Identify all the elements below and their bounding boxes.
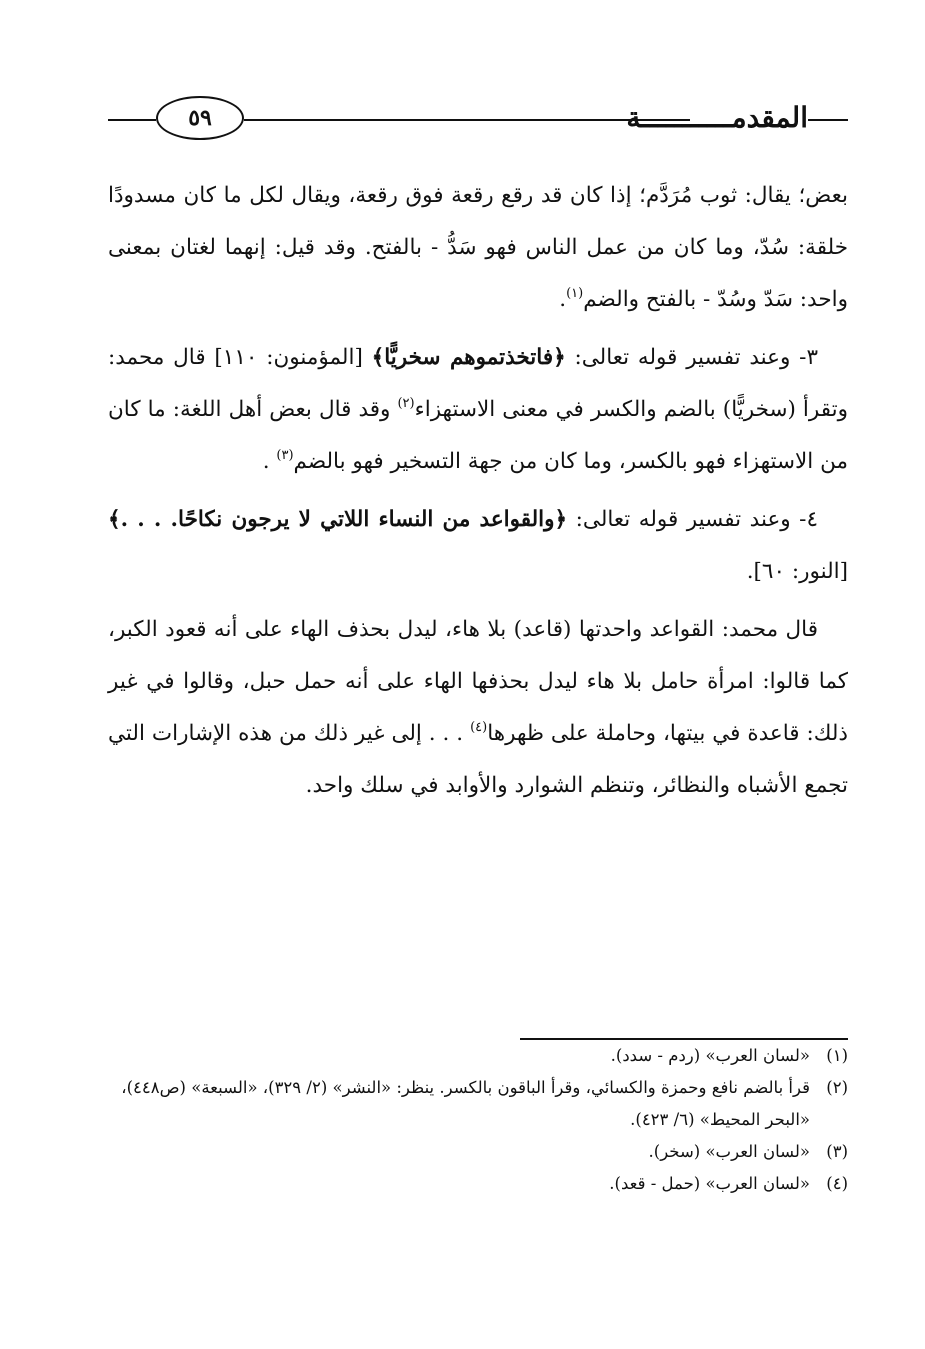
running-header [108,92,848,148]
paragraph-3 [108,494,848,598]
footnote-item [108,1072,848,1136]
paragraph-4-text-a: قال محمد: القواعد واحدتها (قاعد) بلا هاء، ليدل بحذف الهاء على أنه قعود الكبر، كما قالوا: امرأة حامل بلا هاء ليدل بحذفها الهاء على أنه حمل حبل، وقالوا في غير ذلك: قاعدة في بيتها، وحاملة على ظهرها [108,617,848,746]
paragraph-2-text-a: ٣- وعند تفسير قوله تعالى: [565,345,818,370]
page-number-oval [156,96,244,140]
footnote-number: (٢) [826,1078,848,1097]
paragraph-2-text-c: وقد قال بعض أهل اللغة: ما كان من الاستهزاء فهو بالكسر، وما كان من جهة التسخير فهو بالضم [108,397,848,474]
footnote-ref-3: (٣) [276,448,294,463]
paragraph-2 [108,332,848,488]
paragraph-1-end: . [559,287,567,312]
footnote-text: «لسان العرب» (حمل - قعد). [609,1174,810,1193]
paragraph-2-end: . [262,449,277,474]
header-rule-left [108,119,156,121]
footnote-item [108,1136,848,1168]
footnote-item [108,1040,848,1072]
header-rule-middle [244,119,690,121]
page-number: ٥٩ [188,105,212,131]
quran-quote-1: ﴿فاتخذتموهم سخريًّا﴾ [371,345,566,370]
footnote-text: «لسان العرب» (ردم - سدد). [610,1046,810,1065]
paragraph-1 [108,170,848,326]
footnote-text: «لسان العرب» (سخر). [648,1142,810,1161]
running-title: المقدمـــــــــــة [626,101,808,134]
paragraph-4-text-b: . . . إلى غير ذلك من هذه الإشارات التي تجمع الأشباه والنظائر، وتنظم الشوارد والأوابد في سلك واحد. [108,721,848,798]
footnote-ref-4: (٤) [470,720,488,735]
footnote-number: (١) [826,1046,848,1065]
footnote-ref-2: (٢) [397,396,415,411]
footnote-number: (٤) [826,1174,848,1193]
footnote-number: (٣) [826,1142,848,1161]
paragraph-2-text-b: [المؤمنون: ١١٠] قال محمد: وتقرأ (سخريًّا) بالضم والكسر في معنى الاستهزاء [108,345,848,422]
main-text [108,170,848,812]
paragraph-4 [108,604,848,812]
quran-quote-2: ﴿والقواعد من النساء اللاتي لا يرجون نكاحًا. . . .﴾ [108,507,568,532]
footnote-text: قرأ بالضم نافع وحمزة والكسائي، وقرأ الباقون بالكسر. ينظر: «النشر» (٢/ ٣٢٩)، «السبعة» (ص٤٤٨)، «البحر المحيط» (٦/ ٤٢٣). [121,1078,810,1129]
header-rule-right [808,119,848,121]
footnotes [108,1040,848,1200]
paragraph-3-text-a: ٤- وعند تفسير قوله تعالى: [567,507,818,532]
paragraph-3-text-b: [النور: ٦٠]. [746,559,848,584]
paragraph-1-text: بعض؛ يقال: ثوب مُرَدَّم؛ إذا كان قد رقع رقعة فوق رقعة، ويقال لكل ما كان مسدودًا خلقة: سُدّ، وما كان من عمل الناس فهو سَدُّ - بالفتح. وقد قيل: إنهما لغتان بمعنى واحد: سَدّ وسُدّ - بالفتح والضم [108,183,848,312]
footnote-item [108,1168,848,1200]
footnote-ref-1: (١) [566,286,584,301]
